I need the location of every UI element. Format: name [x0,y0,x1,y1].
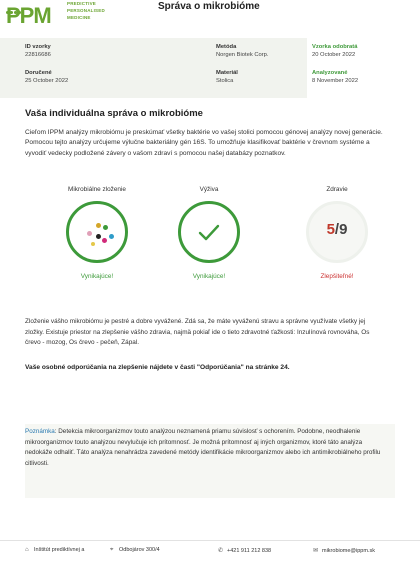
score-label: Výživa [199,186,219,193]
microbe-dot [109,234,114,239]
analyzed-date-value: 8 November 2022 [312,77,359,84]
logo-mark: PPM [6,3,51,28]
logo-line-1: PREDICTIVE [67,1,97,6]
sample-id-value: 22816686 [25,51,51,58]
score-label: Zdravie [326,186,348,193]
microbe-dot [91,242,95,246]
microbe-dot [96,223,101,228]
intro-paragraph: Cieľom IPPM analýzy mikrobiómu je preskúmať všetky baktérie vo vašej stolici pomocou génovej analýzy novej generácie. Pomocou tejto analýzy určujeme výlučne bakteriálny gén 16S. To umožňuje klasifikovať baktérie v črevnom systéme a vyvodiť vedecky podložené závery o vašom zdraví s pomocou našej databázy poznatkov. [25,129,383,157]
material-block [216,70,238,85]
health-circle [306,201,368,263]
analyzed-date-label: Analyzované [312,70,348,76]
recommendation-text: Vaše osobné odporúčania na zlepšenie nájdete v časti "Odporúčania" na stránke 24. [25,364,290,371]
health-score-separator: / [334,221,340,238]
checkmark-icon [181,204,237,260]
sampled-date-value: 20 October 2022 [312,51,356,58]
page-footer [0,540,420,561]
footer-email[interactable] [313,547,375,554]
microbe-dot [96,234,101,239]
microbe-dot [103,225,108,230]
email-icon: ✉ [313,548,319,554]
delivered-date-label: Doručené [25,70,52,76]
footer-email-text[interactable]: mikrobiome@ippm.sk [322,548,375,554]
logo-text [67,0,105,21]
logo-line-2: PERSONALISED [67,8,105,13]
nutrition-circle [178,201,240,263]
section-title: Vaša individuálna správa o mikrobióme [25,108,203,119]
score-health [292,186,382,280]
sample-id-block [25,44,51,59]
sampled-date-label: Vzorka odobratá [312,44,358,50]
sampled-date-block [312,44,357,59]
analyzed-date-block [312,70,358,85]
footer-address [110,547,160,554]
method-block [216,44,269,59]
score-status: Vynikajúce! [80,273,114,280]
health-score-value: 5 [326,221,335,238]
institute-icon: ⌂ [25,547,29,553]
sample-id-label: ID vzorky [25,44,51,50]
method-value: Norgen Biotek Corp. [216,51,269,58]
note-paragraph [25,427,391,469]
report-title: Správa o mikrobióme [158,1,260,12]
delivered-date-block [25,70,68,85]
score-status: Zlepšiteľné! [320,273,354,280]
logo-line-3: MEDICINE [67,15,91,20]
score-label: Mikrobiálne zloženie [68,186,126,193]
microbiome-diversity-circle [66,201,128,263]
microbe-dot [87,231,92,236]
summary-paragraph: Zloženie vášho mikrobiómu je pestré a dobre vyvážené. Zdá sa, že máte vyváženú stravu a správne využívate všetky jej zložky. Existuje priestor na zlepšenie vášho zdravia, najmä pokiaľ ide o tieto zdravotné ťažkosti: Inzulínová rovnováha, Os črevo - mozog, Os črevo - pečeň, Zápal. [25,318,370,346]
footer-institute [25,547,84,553]
footer-phone-text[interactable]: +421 911 212 838 [227,548,272,554]
score-microbial-composition [52,186,142,280]
phone-icon: ✆ [218,548,224,554]
method-label: Metóda [216,44,237,50]
note-text: : Detekcia mikroorganizmov touto analýzou neznamená priamu súvislosť s ochorením. Podobne, neodhalenie mikroorganizmov touto analýzou nevylučuje ich prítomnosť. Je možná prítomnosť aj iných organizmov, ktoré táto analýza nedokáže odhaliť. Táto analýza nenahrádza zavedené metódy identifikácie mikroorganizmov alebo ich antimikrobiálneho profilu citlivosti. [25,428,381,467]
delivered-date-value: 25 October 2022 [25,77,69,84]
note-label: Poznámka [25,428,55,435]
material-label: Materiál [216,70,238,76]
health-score-max: 9 [339,221,348,238]
footer-address-text: Odbojárov 300/4 [119,547,160,553]
footer-phone[interactable] [218,547,271,554]
score-status: Vynikajúce! [192,273,226,280]
microbe-dot [102,238,107,243]
location-icon: ⌖ [110,547,114,553]
footer-institute-text: Inštitút prediktívnej a [34,547,85,553]
report-header [0,0,420,36]
score-nutrition [164,186,254,280]
health-score [309,221,365,238]
material-value: Stolica [216,77,234,84]
